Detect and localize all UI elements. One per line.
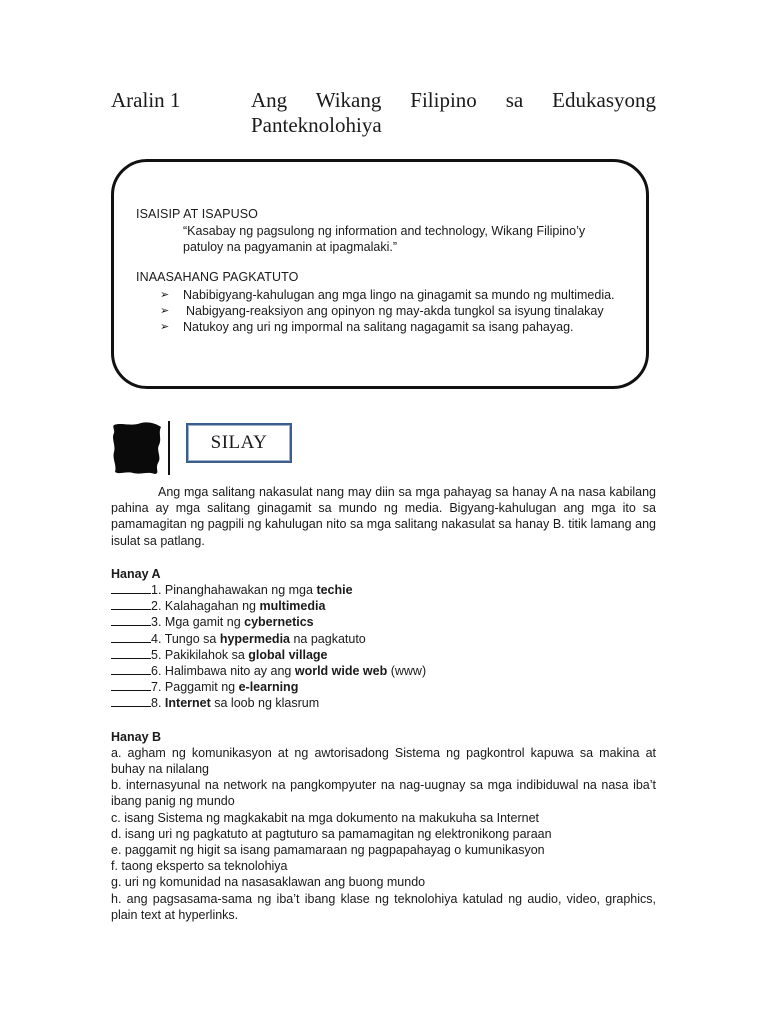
hanay-a-item	[111, 614, 656, 630]
objective-text: Nabibigyang-kahulugan ang mga lingo na ginagamit sa mundo ng multimedia.	[183, 288, 615, 302]
objectives-list	[160, 287, 630, 335]
item-number: 4.	[151, 631, 162, 646]
hanay-b-list	[111, 745, 656, 923]
item-term: techie	[316, 583, 353, 598]
item-text-post: sa loob ng klasrum	[210, 696, 320, 711]
hanay-a-list	[111, 582, 656, 712]
hanay-a-item	[111, 647, 656, 663]
motto-quote-line1: “Kasabay ng pagsulong ng information and technology, Wikang Filipino’y	[183, 224, 586, 238]
item-term: e-learning	[238, 680, 299, 695]
hanay-b-item: f. taong eksperto sa teknolohiya	[111, 859, 288, 874]
item-term: multimedia	[259, 599, 326, 614]
hanay-a-item	[111, 663, 656, 679]
lesson-label: Aralin 1	[111, 88, 181, 112]
item-text-pre: Paggamit ng	[164, 680, 239, 695]
answer-blank[interactable]	[111, 598, 151, 610]
item-number: 2.	[151, 599, 162, 614]
item-text-post: na pagkatuto	[290, 631, 366, 646]
hanay-b-item: b. internasyunal na network na pangkompyuter na nag-uugnay sa mga indibiduwal na nasa iba’t ibang panig ng mundo	[111, 778, 656, 809]
arrow-bullet-icon: ➢	[160, 321, 170, 333]
item-term: Internet	[164, 696, 211, 711]
arrow-bullet-icon: ➢	[160, 305, 170, 317]
instructions-paragraph: Ang mga salitang nakasulat nang may diin sa mga pahayag sa hanay A na nasa kabilang pahina ay mga salitang ginagamit sa mundo ng media. Bigyang-kahulugan ang mga ito sa pamamagitan ng pagpili ng kahulugan nito sa mga salitang nakasulat sa hanay B. titik lamang ang isulat sa patlang.	[111, 485, 656, 548]
objective-item	[160, 319, 630, 335]
hanay-a-item	[111, 631, 656, 647]
hanay-b-item: e. paggamit ng higit sa isang pamamaraan ng pagpapahayag o kumunikasyon	[111, 843, 545, 858]
hanay-a-item	[111, 582, 656, 598]
hanay-b-item: a. agham ng komunikasyon at ng awtorisadong Sistema ng pagkontrol kapuwa sa makina at buhay na nilalang	[111, 745, 656, 777]
objective-item	[160, 303, 630, 319]
item-number: 6.	[151, 664, 162, 679]
section-label: SILAY	[210, 432, 268, 453]
hanay-a-item	[111, 695, 656, 711]
motto-quote	[183, 223, 623, 255]
lesson-title	[251, 88, 656, 138]
hanay-b-item: c. isang Sistema ng magkakabit na mga dokumento na makukuha sa Internet	[111, 810, 540, 825]
black-ink-blot-icon	[111, 421, 163, 475]
item-number: 8.	[151, 696, 162, 711]
item-text-pre: Tungo sa	[164, 631, 220, 646]
lesson-title-line1: Ang Wikang Filipino sa Edukasyong	[251, 88, 656, 112]
answer-blank[interactable]	[111, 679, 151, 691]
hanay-b-item: h. ang pagsasama-sama ng iba’t ibang klase ng teknolohiya katulad ng audio, video, graphics, plain text at hyperlinks.	[111, 891, 656, 922]
hanay-b-heading: Hanay B	[111, 729, 162, 744]
hanay-b-item: d. isang uri ng pagkatuto at pagtuturo sa pamamagitan ng elektronikong paraan	[111, 826, 552, 841]
activity-content	[111, 484, 656, 923]
answer-blank[interactable]	[111, 614, 151, 626]
lesson-title-line2: Panteknolohiya	[251, 113, 382, 137]
objectives-box	[111, 159, 649, 389]
item-term: cybernetics	[244, 615, 314, 630]
objective-text: Natukoy ang uri ng impormal na salitang nagagamit sa isang pahayag.	[183, 320, 574, 334]
item-number: 7.	[151, 680, 162, 695]
arrow-bullet-icon: ➢	[160, 289, 170, 301]
hanay-a-item	[111, 679, 656, 695]
isaisip-heading: ISAISIP AT ISAPUSO	[136, 207, 258, 221]
answer-blank[interactable]	[111, 647, 151, 659]
objective-text: Nabigyang-reaksiyon ang opinyon ng may-akda tungkol sa isyung tinalakay	[186, 304, 604, 318]
item-text-pre: Kalahagahan ng	[164, 599, 260, 614]
item-number: 3.	[151, 615, 162, 630]
item-text-pre: Halimbawa nito ay ang	[164, 664, 295, 679]
motto-quote-line2: patuloy na pagyamanin at ipagmalaki.”	[183, 240, 398, 254]
section-label-box	[186, 423, 292, 463]
section-divider	[168, 421, 170, 475]
answer-blank[interactable]	[111, 663, 151, 675]
item-term: world wide web	[294, 664, 388, 679]
item-text-pre: Pakikilahok sa	[164, 647, 249, 662]
item-text-pre: Pinanghahawakan ng mga	[164, 583, 317, 598]
objective-item	[160, 287, 630, 303]
item-number: 5.	[151, 647, 162, 662]
answer-blank[interactable]	[111, 695, 151, 707]
hanay-a-item	[111, 598, 656, 614]
answer-blank[interactable]	[111, 631, 151, 643]
item-term: global village	[248, 647, 328, 662]
item-term: hypermedia	[219, 631, 290, 646]
item-text-pre: Mga gamit ng	[164, 615, 245, 630]
hanay-b-item: g. uri ng komunidad na nasasaklawan ang buong mundo	[111, 875, 426, 890]
item-text-post: (www)	[387, 664, 427, 679]
inaasahang-heading: INAASAHANG PAGKATUTO	[136, 270, 299, 284]
hanay-a-heading: Hanay A	[111, 566, 161, 581]
item-number: 1.	[151, 583, 162, 598]
answer-blank[interactable]	[111, 582, 151, 594]
